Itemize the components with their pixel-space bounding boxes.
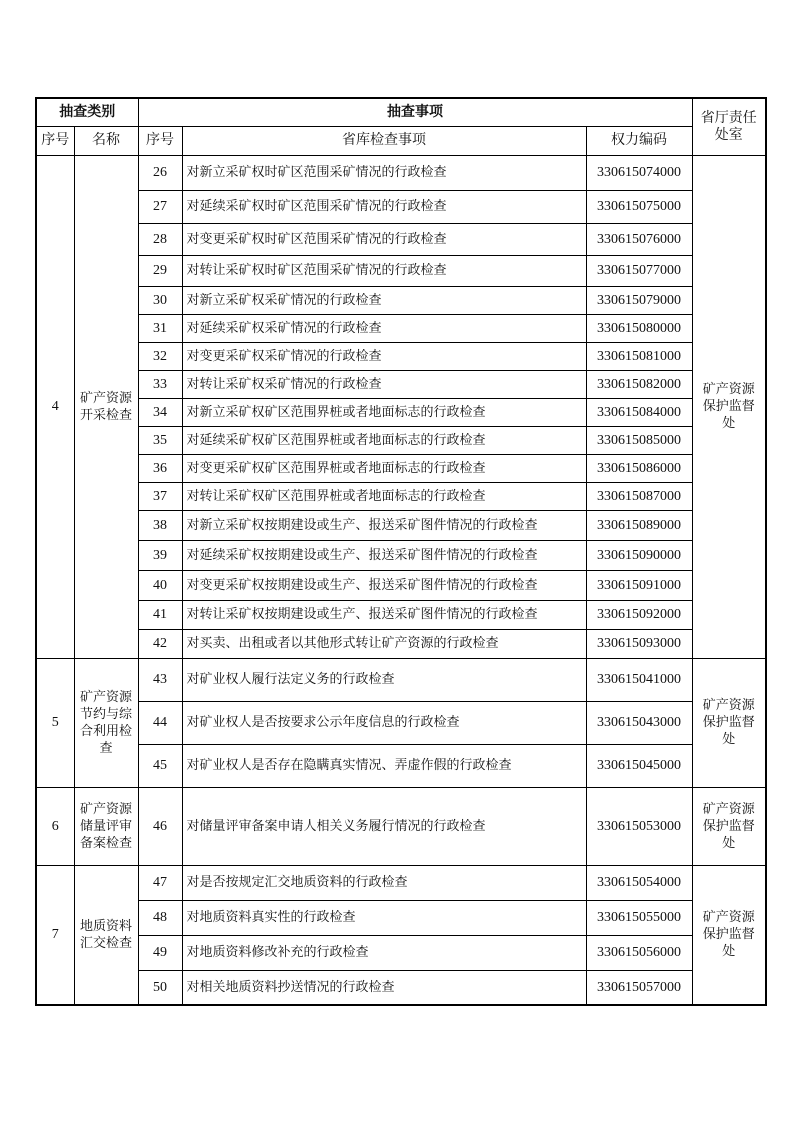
responsible-dept: 矿产资源保护监督处	[692, 865, 766, 1005]
item-name: 对延续采矿权矿区范围界桩或者地面标志的行政检查	[182, 426, 586, 454]
item-name: 对转让采矿权按期建设或生产、报送采矿图件情况的行政检查	[182, 600, 586, 629]
responsible-dept: 矿产资源保护监督处	[692, 787, 766, 865]
item-code: 330615082000	[586, 370, 692, 398]
item-code: 330615075000	[586, 190, 692, 223]
table-row	[36, 223, 766, 255]
responsible-dept: 矿产资源保护监督处	[692, 155, 766, 658]
item-seq: 29	[138, 255, 182, 286]
item-name: 对储量评审备案申请人相关义务履行情况的行政检查	[182, 787, 586, 865]
item-seq: 42	[138, 629, 182, 658]
item-seq: 46	[138, 787, 182, 865]
table-row	[36, 935, 766, 970]
item-code: 330615087000	[586, 482, 692, 510]
header-row-2	[36, 126, 766, 155]
item-code: 330615074000	[586, 155, 692, 190]
table-row	[36, 658, 766, 701]
category-seq: 6	[36, 787, 74, 865]
item-code: 330615077000	[586, 255, 692, 286]
item-name: 对变更采矿权时矿区范围采矿情况的行政检查	[182, 223, 586, 255]
item-name: 对相关地质资料抄送情况的行政检查	[182, 970, 586, 1005]
item-name: 对转让采矿权采矿情况的行政检查	[182, 370, 586, 398]
item-seq: 39	[138, 540, 182, 570]
header-items-group: 抽查事项	[138, 98, 692, 126]
item-code: 330615084000	[586, 398, 692, 426]
table-row	[36, 286, 766, 314]
item-seq: 35	[138, 426, 182, 454]
table-row	[36, 510, 766, 540]
item-code: 330615041000	[586, 658, 692, 701]
item-name: 对新立采矿权矿区范围界桩或者地面标志的行政检查	[182, 398, 586, 426]
item-seq: 33	[138, 370, 182, 398]
item-seq: 50	[138, 970, 182, 1005]
item-name: 对地质资料修改补充的行政检查	[182, 935, 586, 970]
table-row	[36, 787, 766, 865]
item-seq: 41	[138, 600, 182, 629]
category-name: 矿产资源开采检查	[74, 155, 138, 658]
item-name: 对新立采矿权采矿情况的行政检查	[182, 286, 586, 314]
header-dept: 省厅责任处室	[692, 98, 766, 155]
item-code: 330615086000	[586, 454, 692, 482]
item-seq: 40	[138, 570, 182, 600]
category-name: 矿产资源储量评审备案检查	[74, 787, 138, 865]
item-code: 330615080000	[586, 314, 692, 342]
item-code: 330615092000	[586, 600, 692, 629]
item-name: 对延续采矿权采矿情况的行政检查	[182, 314, 586, 342]
item-name: 对是否按规定汇交地质资料的行政检查	[182, 865, 586, 900]
item-seq: 45	[138, 744, 182, 787]
item-seq: 26	[138, 155, 182, 190]
table-row	[36, 426, 766, 454]
item-name: 对买卖、出租或者以其他形式转让矿产资源的行政检查	[182, 629, 586, 658]
item-name: 对新立采矿权按期建设或生产、报送采矿图件情况的行政检查	[182, 510, 586, 540]
responsible-dept: 矿产资源保护监督处	[692, 658, 766, 787]
item-name: 对延续采矿权按期建设或生产、报送采矿图件情况的行政检查	[182, 540, 586, 570]
item-code: 330615055000	[586, 900, 692, 935]
table-row	[36, 570, 766, 600]
item-code: 330615053000	[586, 787, 692, 865]
table-row	[36, 454, 766, 482]
item-seq: 27	[138, 190, 182, 223]
item-name: 对矿业权人是否按要求公示年度信息的行政检查	[182, 701, 586, 744]
item-seq: 36	[138, 454, 182, 482]
item-code: 330615045000	[586, 744, 692, 787]
item-seq: 48	[138, 900, 182, 935]
category-name: 矿产资源节约与综合利用检查	[74, 658, 138, 787]
item-code: 330615043000	[586, 701, 692, 744]
category-seq: 7	[36, 865, 74, 1005]
item-code: 330615076000	[586, 223, 692, 255]
item-seq: 44	[138, 701, 182, 744]
table-row	[36, 314, 766, 342]
table-row	[36, 398, 766, 426]
item-seq: 43	[138, 658, 182, 701]
item-code: 330615089000	[586, 510, 692, 540]
category-seq: 4	[36, 155, 74, 658]
item-seq: 37	[138, 482, 182, 510]
table-row	[36, 370, 766, 398]
header-item-seq: 序号	[138, 126, 182, 155]
item-name: 对新立采矿权时矿区范围采矿情况的行政检查	[182, 155, 586, 190]
item-code: 330615056000	[586, 935, 692, 970]
item-code: 330615090000	[586, 540, 692, 570]
table-row	[36, 342, 766, 370]
header-seq: 序号	[36, 126, 74, 155]
header-code: 权力编码	[586, 126, 692, 155]
item-code: 330615091000	[586, 570, 692, 600]
header-category-group: 抽查类别	[36, 98, 138, 126]
header-row-1	[36, 98, 766, 126]
item-seq: 30	[138, 286, 182, 314]
table-body	[36, 155, 766, 1005]
item-seq: 32	[138, 342, 182, 370]
item-seq: 47	[138, 865, 182, 900]
item-code: 330615079000	[586, 286, 692, 314]
table-row	[36, 255, 766, 286]
item-seq: 31	[138, 314, 182, 342]
table-row	[36, 865, 766, 900]
item-code: 330615054000	[586, 865, 692, 900]
item-code: 330615093000	[586, 629, 692, 658]
item-seq: 49	[138, 935, 182, 970]
header-name: 名称	[74, 126, 138, 155]
table-row	[36, 155, 766, 190]
item-name: 对地质资料真实性的行政检查	[182, 900, 586, 935]
item-seq: 28	[138, 223, 182, 255]
table-row	[36, 482, 766, 510]
table-row	[36, 744, 766, 787]
item-code: 330615057000	[586, 970, 692, 1005]
table-row	[36, 970, 766, 1005]
item-seq: 38	[138, 510, 182, 540]
table-row	[36, 629, 766, 658]
table-row	[36, 190, 766, 223]
category-seq: 5	[36, 658, 74, 787]
table-row	[36, 600, 766, 629]
item-name: 对变更采矿权矿区范围界桩或者地面标志的行政检查	[182, 454, 586, 482]
category-name: 地质资料汇交检查	[74, 865, 138, 1005]
item-seq: 34	[138, 398, 182, 426]
table-row	[36, 900, 766, 935]
item-name: 对转让采矿权时矿区范围采矿情况的行政检查	[182, 255, 586, 286]
item-name: 对变更采矿权按期建设或生产、报送采矿图件情况的行政检查	[182, 570, 586, 600]
item-name: 对变更采矿权采矿情况的行政检查	[182, 342, 586, 370]
item-name: 对转让采矿权矿区范围界桩或者地面标志的行政检查	[182, 482, 586, 510]
item-name: 对延续采矿权时矿区范围采矿情况的行政检查	[182, 190, 586, 223]
item-name: 对矿业权人履行法定义务的行政检查	[182, 658, 586, 701]
table-row	[36, 701, 766, 744]
table-row	[36, 540, 766, 570]
inspection-items-table	[35, 97, 767, 1006]
item-code: 330615085000	[586, 426, 692, 454]
item-name: 对矿业权人是否存在隐瞒真实情况、弄虚作假的行政检查	[182, 744, 586, 787]
header-item-name: 省库检查事项	[182, 126, 586, 155]
item-code: 330615081000	[586, 342, 692, 370]
